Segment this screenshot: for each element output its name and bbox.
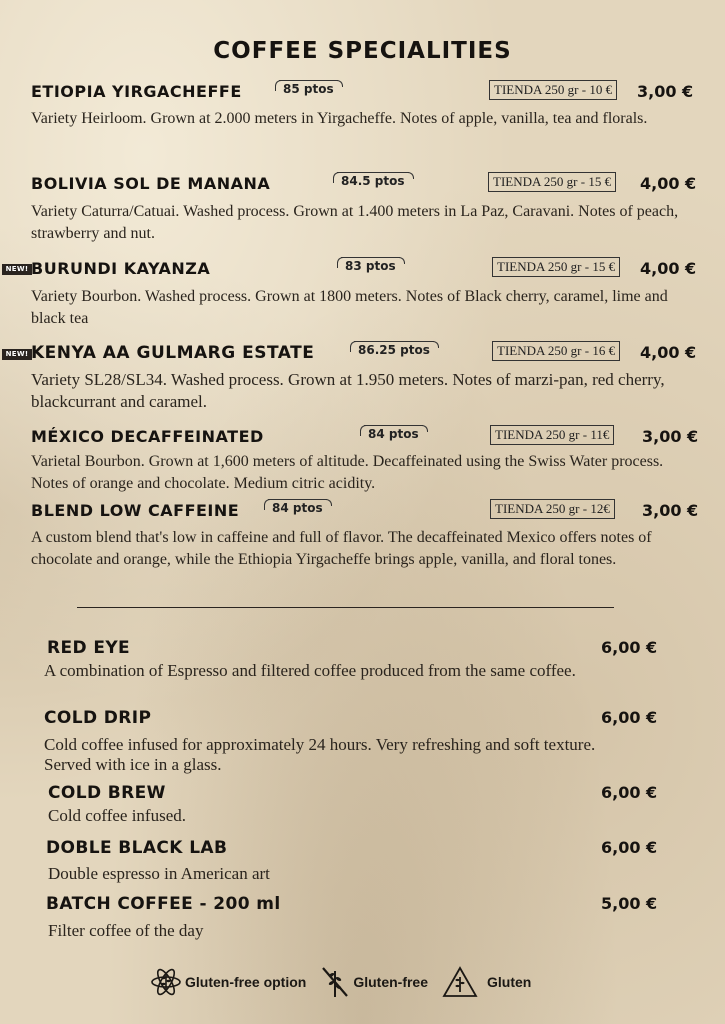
- drink-name: COLD DRIP: [44, 708, 152, 728]
- speciality-tienda: TIENDA 250 gr - 15 €: [492, 257, 620, 277]
- drink-price: 5,00 €: [601, 894, 658, 913]
- atom-wheat-icon: [150, 966, 182, 998]
- section-divider: [77, 607, 614, 608]
- speciality-score: 85 ptos: [279, 80, 338, 96]
- drink-name: BATCH COFFEE - 200 ml: [46, 894, 281, 914]
- legend-gluten: [442, 966, 531, 998]
- speciality-name: BOLIVIA SOL DE MANANA: [31, 174, 271, 193]
- speciality-score: 86.25 ptos: [354, 341, 434, 357]
- crossed-wheat-icon: [320, 965, 350, 999]
- allergen-legend: [150, 962, 545, 1002]
- speciality-score: 84 ptos: [364, 425, 423, 441]
- speciality-description: A custom blend that's low in caffeine and full of flavor. The decaffeinated Mexico offers notes of chocolate and orange, while the Ethiopia Yirgacheffe brings apple, vanilla, and floral tones.: [31, 529, 652, 568]
- speciality-price: 3,00 €: [642, 427, 699, 446]
- speciality-description: Variety Caturra/Catuai. Washed process. Grown at 1.400 meters in La Paz, Caravani. Notes of peach, strawberry and nut.: [31, 203, 679, 242]
- speciality-score: 84 ptos: [268, 499, 327, 515]
- legend-label: Gluten-free option: [185, 974, 307, 990]
- drink-description: Double espresso in American art: [48, 864, 270, 883]
- drink-name: RED EYE: [47, 638, 131, 658]
- speciality-tienda: TIENDA 250 gr - 11€: [490, 425, 614, 445]
- speciality-tienda: TIENDA 250 gr - 12€: [490, 499, 615, 519]
- speciality-name: BLEND LOW CAFFEINE: [31, 501, 240, 520]
- page-title: COFFEE SPECIALITIES: [213, 38, 512, 64]
- speciality-score: 83 ptos: [341, 257, 400, 273]
- speciality-description: Variety SL28/SL34. Washed process. Grown at 1.950 meters. Notes of marzi-pan, red cherry, blackcurrant and caramel.: [31, 370, 665, 411]
- speciality-tienda: TIENDA 250 gr - 16 €: [492, 341, 620, 361]
- drink-description: A combination of Espresso and filtered coffee produced from the same coffee.: [44, 661, 576, 680]
- speciality-price: 3,00 €: [642, 501, 699, 520]
- speciality-price: 3,00 €: [637, 82, 694, 101]
- speciality-description: Varietal Bourbon. Grown at 1,600 meters of altitude. Decaffeinated using the Swiss Water process. Notes of orange and chocolate. Medium citric acidity.: [31, 453, 664, 492]
- speciality-name: ETIOPIA YIRGACHEFFE: [31, 82, 242, 101]
- speciality-name: KENYA AA GULMARG ESTATE: [31, 343, 315, 363]
- legend-label: Gluten: [487, 974, 532, 990]
- drink-price: 6,00 €: [601, 783, 658, 802]
- speciality-name: MÉXICO DECAFFEINATED: [31, 427, 264, 446]
- warning-triangle-icon: [442, 966, 478, 998]
- drink-name: DOBLE BLACK LAB: [46, 838, 228, 858]
- speciality-description: Variety Heirloom. Grown at 2.000 meters in Yirgacheffe. Notes of apple, vanilla, tea and florals.: [31, 110, 648, 127]
- legend-gluten-free: [320, 965, 428, 999]
- speciality-score: 84.5 ptos: [337, 172, 409, 188]
- drink-name: COLD BREW: [48, 783, 166, 803]
- drink-description: Cold coffee infused for approximately 24 hours. Very refreshing and soft texture. Served with ice in a glass.: [44, 735, 596, 774]
- speciality-price: 4,00 €: [640, 343, 697, 362]
- new-badge: NEW!: [2, 264, 32, 275]
- speciality-price: 4,00 €: [640, 259, 697, 278]
- legend-gluten-free-option: [150, 966, 306, 998]
- speciality-description: Variety Bourbon. Washed process. Grown at 1800 meters. Notes of Black cherry, caramel, lime and black tea: [31, 288, 668, 327]
- speciality-name: BURUNDI KAYANZA: [31, 259, 211, 278]
- speciality-price: 4,00 €: [640, 174, 697, 193]
- legend-label: Gluten-free: [353, 974, 429, 990]
- speciality-tienda: TIENDA 250 gr - 10 €: [489, 80, 617, 100]
- drink-price: 6,00 €: [601, 638, 658, 657]
- drink-price: 6,00 €: [601, 838, 658, 857]
- drink-description: Filter coffee of the day: [48, 921, 204, 940]
- drink-price: 6,00 €: [601, 708, 658, 727]
- drink-description: Cold coffee infused.: [48, 806, 187, 825]
- new-badge: NEW!: [2, 349, 32, 360]
- speciality-tienda: TIENDA 250 gr - 15 €: [488, 172, 616, 192]
